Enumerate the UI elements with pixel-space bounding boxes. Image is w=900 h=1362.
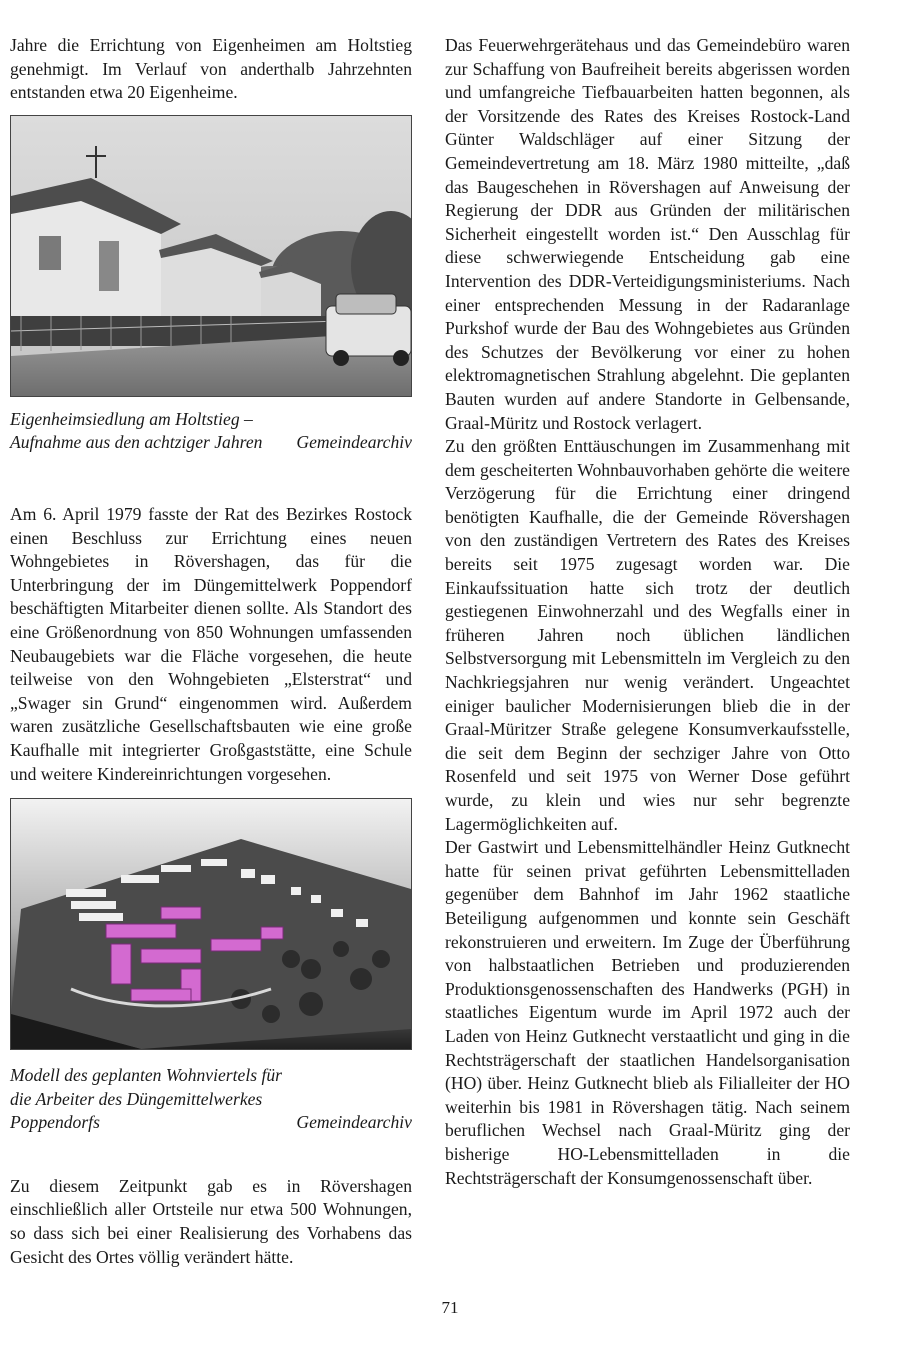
photo1-caption	[10, 408, 412, 455]
photo-holtstieg-settlement	[10, 115, 412, 397]
photo2-caption	[10, 1064, 412, 1135]
photo2-source: Gemeindearchiv	[296, 1112, 412, 1133]
right-column	[445, 34, 850, 1190]
paragraph-feuerwehr: Das Feuerwehrgerätehaus und das Gemeindebüro waren zur Schaffung von Baufreiheit bereits abgerissen worden und umfangreiche Tiefbauarbeiten hatten begonnen, als der Vorsitzende des Rates des Kreises Rostock-Land Günter Waldschläger auf einer Sitzung der Gemeindevertretung am 18. März 1980 mitteilte, „daß das Baugeschehen in Rövershagen auf Anweisung der Regierung der DDR aus Gründen der militärischen Sicherheit eingestellt worden ist.“ Den Ausschlag für diese schwerwiegende Entscheidung gab eine Intervention des DDR-Verteidigungsministeriums. Nach einer entsprechenden Messung in der Radaranlage Purkshof wurde der Bau des Wohngebietes aus Gründen des Schutzes der Bevölkerung vor einer zu hohen elektromagnetischen Strahlung abgelehnt. Die geplanten Bauten wurden auf andere Standorte in Gelbensande, Graal-Müritz und Rostock verlagert.	[445, 35, 850, 433]
page-number: 71	[441, 1298, 459, 1317]
left-column	[10, 34, 412, 1269]
photo1-caption-line2: Aufnahme aus den achtziger Jahren	[10, 432, 263, 453]
photo2-caption-line3: Poppendorfs	[10, 1112, 100, 1133]
architectural-model-image	[11, 799, 411, 1049]
photo1-caption-line1: Eigenheimsiedlung am Holtstieg –	[10, 408, 253, 429]
photo2-caption-line2: die Arbeiter des Düngemittelwerkes	[10, 1088, 263, 1109]
paragraph-enttaeuschungen: Zu den größten Enttäuschungen im Zusammenhang mit dem gescheiterten Wohnbauvorhaben gehörte die weitere Verzögerung für die Errichtung einer dringend benötigten Kaufhalle, die der Gemeinde Rövershagen von den zuständigen Vertretern des Rates des Kreises bereits seit 1975 zugesagt worden war. Die Einkaufssituation hatte sich trotz der deutlich gestiegenen Einwohnerzahl und des Wegfalls einer in früheren Jahren noch üblichen ländlichen Selbstversorgung mit Lebensmitteln im Vergleich zu den Nachkriegsjahren nur wenig verändert. Ungeachtet einiger baulicher Modernisierungen blieb die in der Graal-Müritzer Straße gelegene Konsumverkaufsstelle, die seit dem Beginn der sechziger Jahre von Otto Rosenfeld und seit 1975 von Werner Dose geführt wurde, zu klein und wies nur sehr begrenzte Lagermöglichkeiten auf.	[445, 436, 850, 834]
houses-street-image	[11, 116, 411, 396]
paragraph-gastwirt: Der Gastwirt und Lebensmittelhändler Heinz Gutknecht hatte für seinen privat geführten Lebensmittelladen gegenüber dem Bahnhof im Jahr 1962 staatliche Beteiligung aufgenommen und konnte sein Geschäft rekonstruieren und erweitern. Im Zuge der Überführung von halbstaatlichen Betrieben und produzierenden Produktionsgenossenschaften des Handwerks (PGH) in staatliches Eigentum wurde im April 1972 auch der Laden von Heinz Gutknecht verstaatlicht und ging in die Rechtsträgerschaft der staatlichen Handelsorganisation (HO) über. Heinz Gutknecht blieb als Filialleiter der HO weiterhin bis 1981 in Rövershagen tätig. Nach seinem beruflichen Wechsel nach Graal-Müritz ging der bisherige HO-Lebensmittelladen in die Rechtsträgerschaft der Konsumgenossenschaft über.	[445, 837, 850, 1188]
paragraph-zeitpunkt: Zu diesem Zeitpunkt gab es in Rövershagen einschließlich aller Ortsteile nur etwa 500 Wohnungen, so dass sich bei einer Realisierung des Vorhabens das Gesicht des Ortes völlig verändert hätte.	[10, 1175, 412, 1267]
paragraph-intro: Jahre die Errichtung von Eigenheimen am Holtstieg genehmigt. Im Verlauf von anderthalb Jahrzehnten entstanden etwa 20 Eigenheime.	[10, 35, 412, 103]
photo1-source: Gemeindearchiv	[296, 432, 412, 453]
paragraph-april-1979: Am 6. April 1979 fasste der Rat des Bezirkes Rostock einen Beschluss zur Errichtung eines neuen Wohngebietes in Rövershagen, das für die Unterbringung der im Düngemittelwerk Poppendorf beschäftigten Mitarbeiter dienen sollte. Als Standort des eine Größenordnung von 850 Wohnungen umfassenden Neubaugebiets war die Fläche vorgesehen, die heute teilweise von den Wohngebieten „Elsterstrat“ und „Swager sin Grund“ eingenommen wird. Außerdem waren zusätzliche Gesellschaftsbauten wie eine große Kaufhalle mit integrierter Großgaststätte, eine Schule und weitere Kindereinrichtungen vorgesehen.	[10, 503, 412, 784]
photo2-caption-line1: Modell des geplanten Wohnviertels für	[10, 1065, 283, 1086]
photo-model-residential-area	[10, 798, 412, 1050]
